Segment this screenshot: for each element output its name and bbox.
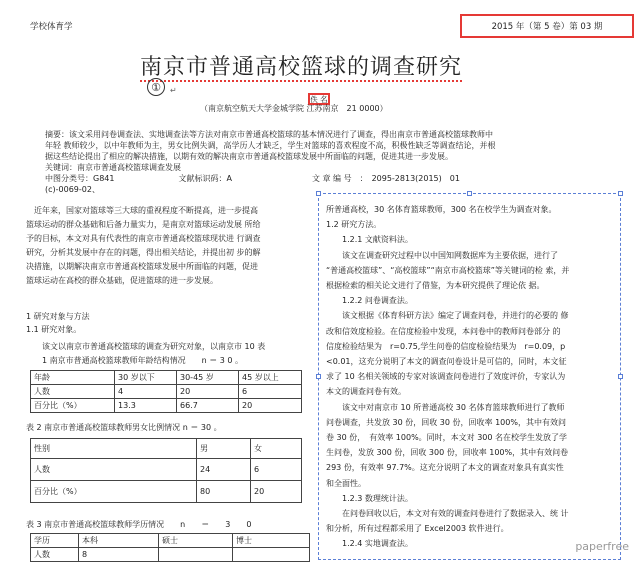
table-cell: 男	[197, 439, 251, 459]
table-cell: 6	[239, 385, 302, 399]
watermark: paperfree	[575, 540, 629, 553]
table-cell: 本科	[79, 534, 159, 548]
right-column-text	[326, 202, 616, 552]
table-cell: 13.3	[115, 399, 177, 413]
table-cell: 人数	[31, 548, 79, 562]
table-cell: 30 岁以下	[115, 371, 177, 385]
table-cell: 30-45 岁	[177, 371, 239, 385]
table-row	[31, 439, 302, 459]
table-cell: 20	[239, 399, 302, 413]
text-line: 在问卷回收以后，本文对有效的调查问卷进行了数据录入、统 计	[326, 509, 569, 519]
table-cell: 学历	[31, 534, 79, 548]
classification-line: 中图分类号：G841 文献标识码：A 文 章 编 号 ： 2095-2813(2015) 01	[45, 174, 460, 183]
resize-handle[interactable]	[467, 191, 472, 196]
author-name: 佚 名	[308, 93, 330, 105]
resize-handle[interactable]	[316, 191, 321, 196]
resize-handle[interactable]	[316, 374, 321, 379]
return-mark-icon: ↵	[170, 86, 177, 95]
table-caption: 表 2 南京市普通高校篮球教师男女比例情况 n ＝ 30 。	[26, 423, 222, 432]
education-table	[30, 533, 310, 562]
footnote-mark: ①	[147, 78, 165, 96]
table-cell: 年龄	[31, 371, 115, 385]
article-number-line: (c)-0069-02、	[45, 185, 100, 194]
text-line: 所普通高校，30 名体育篮球教师，300 名在校学生为调查对象。	[326, 205, 557, 214]
text-line: 问卷调查，共发放 30 份，回收 30 份，回收率 100%，其中有效问	[326, 417, 566, 427]
text-line: 决措施，以期解决南京市普通高校篮球发展中所面临的问题，促进	[26, 262, 258, 271]
keywords-line: 关键词：南京市普通高校篮球调查发展	[45, 163, 181, 172]
text-line: 生问卷，发放 300 份，回收 300 份，回收率 100%，其中有效问卷	[326, 448, 569, 458]
text-line: 该文以南京市普通高校篮球的调查为研究对象，以南京市 10 表	[26, 342, 266, 351]
resize-handle[interactable]	[618, 191, 623, 196]
table-cell: 硕士	[159, 534, 233, 548]
table-cell: 66.7	[177, 399, 239, 413]
text-line: 该文根据《体育科研方法》编定了调查问卷，并进行的必要的 修	[326, 311, 569, 321]
journal-name: 学校体育学	[30, 22, 73, 32]
table-cell: 女	[251, 439, 302, 459]
table-row	[31, 548, 310, 562]
table-cell: 20	[177, 385, 239, 399]
table-row	[31, 481, 302, 503]
subsection-heading: 1.1 研究对象。	[26, 325, 82, 334]
text-line: 卷 30 份， 有效率 100%。同时，本文对 300 名在校学生发放了学	[326, 433, 568, 443]
abstract-block	[45, 130, 605, 196]
table-row	[31, 459, 302, 481]
table-cell: 人数	[31, 459, 197, 481]
text-line: 293 份，有效率 97.7%。这充分说明了本文的调查对象具有真实性	[326, 463, 564, 473]
subsection-heading: 1.2.1 文献资料法。	[326, 235, 413, 245]
subsection-heading: 1.2 研究方法。	[326, 220, 382, 230]
affiliation: （南京航空航天大学金城学院 江苏南京 21 0000）	[200, 104, 388, 113]
table-cell: 80	[197, 481, 251, 503]
subsection-heading: 1.2.3 数理统计法。	[326, 493, 413, 503]
table-cell: 8	[79, 548, 159, 562]
text-line: <0.01，这充分说明了本文的调查问卷设计是可信的，同时，本文征	[326, 357, 567, 367]
text-line: 篮球运动的群众基础和后备力量实力，是南京对篮球运动发展 所给	[26, 220, 261, 229]
subsection-heading: 1.2.4 实地调查法。	[326, 539, 413, 549]
table-cell: 4	[115, 385, 177, 399]
issue-label: 2015 年（第 5 卷）第 03 期	[460, 14, 634, 38]
text-line: 改和信效度检验。在信度检验中发现，本问卷中的教师问卷部分 的	[326, 326, 561, 336]
text-line: 予的目标，本文对具有代表性的南京市普通高校篮球现状进 行调查	[26, 234, 261, 243]
table-cell: 24	[197, 459, 251, 481]
table-cell: 45 岁以上	[239, 371, 302, 385]
gender-table	[30, 438, 302, 503]
section-heading: 1 研究对象与方法	[26, 312, 90, 321]
abstract-line: 年轻 教师较少，以中年教师为主，男女比例失调，高学历人才缺乏，学生对篮球的喜欢程度不高，积极性缺乏等调查结论，并根	[45, 141, 496, 150]
table-row	[31, 385, 302, 399]
table-cell: 百分比（%）	[31, 399, 115, 413]
table-row	[31, 371, 302, 385]
table-cell: 人数	[31, 385, 115, 399]
text-line: 求了 10 名相关领域的专家对该调查问卷进行了效度评价，专家认为	[326, 372, 566, 382]
table-cell: 6	[251, 459, 302, 481]
text-line: 研究，分析其发展中存在的问题，得出相关结论，并提出初 步的解	[26, 248, 261, 257]
text-line: 近年来，国家对篮球等三大球的重视程度不断提高，进一步提高	[26, 206, 258, 215]
resize-handle[interactable]	[618, 374, 623, 379]
text-line: 根据检索的相关论文进行了借鉴，为本研究提供了理论依 据。	[326, 281, 545, 291]
text-line: 本文的调查问卷有效。	[326, 387, 406, 397]
table-cell: 博士	[233, 534, 310, 548]
table-cell: 性别	[31, 439, 197, 459]
text-line: 和全面性。	[326, 478, 366, 488]
paper-title	[140, 50, 462, 81]
abstract-line: 据这些结论提出了相应的解决措施，以期有效的解决南京市普通高校篮球发展中所面临的问题，促进其进一步发展。	[45, 152, 453, 161]
table-caption: 1 南京市普通高校篮球教师年龄结构情况 n ＝ 3 0 。	[26, 356, 244, 365]
text-line: 信度检验结果为 r=0.75,学生问卷的信度检验结果为 r=0.09，p	[326, 341, 566, 351]
subsection-heading: 1.2.2 问卷调查法。	[326, 296, 413, 306]
abstract-line: 摘要：该文采用问卷调查法、实地调查法等方法对南京市普通高校篮球的基本情况进行了调查，得出南京市普通高校篮球教师中	[45, 130, 493, 139]
table-caption: 表 3 南京市普通高校篮球教师学历情况 n ＝ 3 0	[26, 520, 252, 529]
table-cell	[159, 548, 233, 562]
age-table	[30, 370, 302, 413]
text-line: “普通高校篮球”、“高校篮球”“南京市高校篮球”等关键词的检 索，并	[326, 265, 570, 275]
text-line: 该文在调查研究过程中以中国知网数据库为主要依据，进行了	[326, 250, 558, 260]
text-line: 篮球运动在高校的群众基础，促进篮球的进一步发展。	[26, 276, 218, 285]
table-cell: 20	[251, 481, 302, 503]
table-row	[31, 534, 310, 548]
text-line: 该文中对南京市 10 所普通高校 30 名体育篮球教师进行了教师	[326, 402, 565, 412]
table-row	[31, 399, 302, 413]
intro-paragraph	[26, 204, 318, 288]
table-cell: 百分比（%）	[31, 481, 197, 503]
text-line: 和分析，所有过程都采用了 Excel2003 软件进行。	[326, 524, 509, 534]
paper-title-text: 南京市普通高校篮球的调查研究	[140, 55, 463, 80]
table-cell	[233, 548, 310, 562]
